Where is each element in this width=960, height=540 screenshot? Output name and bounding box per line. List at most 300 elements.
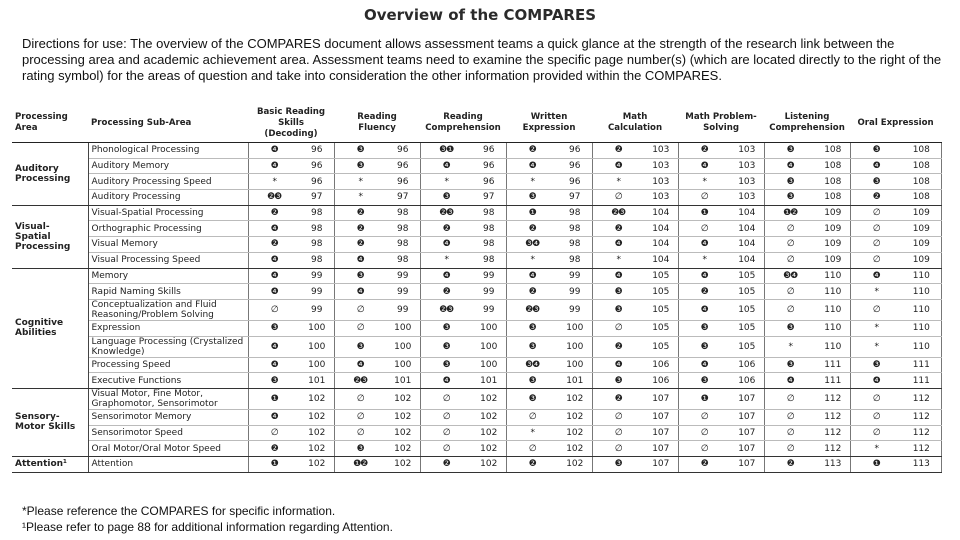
rating-symbol: ∅	[334, 320, 386, 336]
page-number: 105	[644, 336, 678, 357]
page-number: 98	[300, 221, 334, 237]
table-row	[12, 252, 941, 268]
rating-symbol: *	[506, 425, 558, 441]
page-number: 110	[902, 268, 941, 284]
page-number: 111	[816, 357, 850, 373]
rating-symbol: ❹	[764, 158, 816, 174]
page-number: 100	[386, 357, 420, 373]
page-number: 100	[472, 336, 506, 357]
subarea-label: Visual Processing Speed	[88, 252, 248, 268]
rating-symbol: ❷	[506, 284, 558, 300]
rating-symbol: ❹	[678, 237, 730, 253]
page-number: 102	[472, 425, 506, 441]
page-number: 98	[472, 252, 506, 268]
rating-symbol: ❸	[764, 143, 816, 159]
rating-symbol: ❹	[678, 299, 730, 320]
rating-symbol: *	[506, 252, 558, 268]
subarea-label: Attention	[88, 457, 248, 473]
rating-symbol: ∅	[764, 284, 816, 300]
page-number: 96	[300, 174, 334, 190]
page-number: 107	[644, 409, 678, 425]
subarea-label: Memory	[88, 268, 248, 284]
rating-symbol: ❷	[506, 221, 558, 237]
rating-symbol: ∅	[592, 409, 644, 425]
rating-symbol: ∅	[678, 409, 730, 425]
page-number: 103	[730, 190, 764, 206]
page-number: 101	[386, 373, 420, 389]
page-number: 104	[730, 205, 764, 221]
rating-symbol: ❶	[850, 457, 902, 473]
header-oral-expression: Oral Expression	[850, 104, 941, 143]
rating-symbol: ❸	[248, 373, 300, 389]
footnote-2: ¹Please refer to page 88 for additional information regarding Attention.	[22, 520, 393, 534]
subarea-label: Processing Speed	[88, 357, 248, 373]
rating-symbol: *	[850, 441, 902, 457]
page-number: 104	[730, 252, 764, 268]
page-number: 102	[386, 409, 420, 425]
rating-symbol: ∅	[592, 441, 644, 457]
rating-symbol: ❹	[506, 268, 558, 284]
page-number: 106	[730, 357, 764, 373]
rating-symbol: ❷❸	[248, 190, 300, 206]
rating-symbol: *	[334, 190, 386, 206]
page-number: 104	[730, 221, 764, 237]
rating-symbol: ❹	[334, 357, 386, 373]
subarea-label: Oral Motor/Oral Motor Speed	[88, 441, 248, 457]
page-number: 102	[300, 457, 334, 473]
page-number: 100	[558, 336, 592, 357]
header-listening-comprehension: Listening Comprehension	[764, 104, 850, 143]
page-number: 105	[730, 320, 764, 336]
rating-symbol: ❸	[334, 268, 386, 284]
rating-symbol: ❹	[420, 237, 472, 253]
rating-symbol: ❸	[334, 143, 386, 159]
rating-symbol: ∅	[678, 425, 730, 441]
subarea-label: Expression	[88, 320, 248, 336]
rating-symbol: ❸	[764, 357, 816, 373]
rating-symbol: ❶	[678, 388, 730, 409]
table-row	[12, 221, 941, 237]
rating-symbol: ∅	[248, 425, 300, 441]
rating-symbol: ∅	[506, 409, 558, 425]
page-number: 103	[644, 190, 678, 206]
rating-symbol: ❹	[850, 158, 902, 174]
page-number: 103	[730, 174, 764, 190]
rating-symbol: ❸	[592, 299, 644, 320]
rating-symbol: ❷	[334, 205, 386, 221]
header-reading-comprehension: Reading Comprehension	[420, 104, 506, 143]
table-row	[12, 441, 941, 457]
rating-symbol: ∅	[764, 252, 816, 268]
page-number: 99	[386, 284, 420, 300]
rating-symbol: ❸	[506, 190, 558, 206]
page-number: 102	[300, 425, 334, 441]
rating-symbol: ∅	[764, 409, 816, 425]
page-number: 100	[472, 320, 506, 336]
table-row	[12, 425, 941, 441]
processing-area-label: Sensory-Motor Skills	[12, 388, 88, 456]
rating-symbol: ❸❹	[506, 357, 558, 373]
rating-symbol: ❸	[506, 388, 558, 409]
rating-symbol: ❷	[678, 284, 730, 300]
page-number: 110	[816, 284, 850, 300]
rating-symbol: ❶	[678, 205, 730, 221]
subarea-label: Auditory Processing Speed	[88, 174, 248, 190]
rating-symbol: ❷	[248, 441, 300, 457]
rating-symbol: ❹	[678, 158, 730, 174]
rating-symbol: *	[592, 252, 644, 268]
rating-symbol: ❷	[506, 143, 558, 159]
rating-symbol: ∅	[850, 237, 902, 253]
page-number: 96	[472, 143, 506, 159]
page-number: 110	[816, 299, 850, 320]
subarea-label: Visual Memory	[88, 237, 248, 253]
page-number: 98	[386, 252, 420, 268]
subarea-label: Conceptualization and Fluid Reasoning/Problem Solving	[88, 299, 248, 320]
page-number: 99	[386, 268, 420, 284]
page-number: 108	[816, 190, 850, 206]
page-number: 105	[644, 284, 678, 300]
rating-symbol: ∅	[592, 425, 644, 441]
subarea-label: Phonological Processing	[88, 143, 248, 159]
page-number: 112	[816, 441, 850, 457]
rating-symbol: ❷	[420, 221, 472, 237]
page-number: 99	[472, 284, 506, 300]
processing-area-label: Visual-Spatial Processing	[12, 205, 88, 268]
rating-symbol: ❷	[506, 457, 558, 473]
page-number: 110	[816, 268, 850, 284]
page-number: 107	[730, 425, 764, 441]
rating-symbol: ❹	[850, 268, 902, 284]
rating-symbol: ❷	[420, 284, 472, 300]
rating-symbol: ❹	[248, 221, 300, 237]
page-number: 101	[472, 373, 506, 389]
rating-symbol: ❷	[592, 336, 644, 357]
subarea-label: Auditory Memory	[88, 158, 248, 174]
rating-symbol: ❹	[678, 357, 730, 373]
page-number: 100	[386, 320, 420, 336]
rating-symbol: ∅	[850, 252, 902, 268]
header-reading-fluency: Reading Fluency	[334, 104, 420, 143]
rating-symbol: ❸	[850, 143, 902, 159]
rating-symbol: ∅	[334, 409, 386, 425]
page-number: 99	[300, 268, 334, 284]
page-number: 98	[300, 252, 334, 268]
rating-symbol: ❸	[334, 336, 386, 357]
subarea-label: Visual Motor, Fine Motor, Graphomotor, Sensorimotor	[88, 388, 248, 409]
table-row	[12, 299, 941, 320]
subarea-label: Sensorimotor Memory	[88, 409, 248, 425]
page-number: 100	[386, 336, 420, 357]
page-number: 98	[300, 205, 334, 221]
rating-symbol: ❸	[678, 373, 730, 389]
page-number: 100	[558, 357, 592, 373]
rating-symbol: ❷	[678, 143, 730, 159]
rating-symbol: ❸	[420, 357, 472, 373]
rating-symbol: *	[420, 252, 472, 268]
rating-symbol: ❹	[420, 373, 472, 389]
rating-symbol: ❷	[334, 221, 386, 237]
rating-symbol: ∅	[678, 221, 730, 237]
page-number: 103	[644, 174, 678, 190]
rating-symbol: ❸	[764, 174, 816, 190]
rating-symbol: ∅	[764, 425, 816, 441]
compares-overview-table	[12, 104, 942, 473]
rating-symbol: ❸	[850, 357, 902, 373]
table-row	[12, 409, 941, 425]
rating-symbol: ❸❹	[506, 237, 558, 253]
page-number: 100	[300, 336, 334, 357]
page-title: Overview of the COMPARES	[363, 6, 597, 24]
page-number: 100	[300, 320, 334, 336]
rating-symbol: ❸	[592, 373, 644, 389]
rating-symbol: ❸	[334, 441, 386, 457]
table-row	[12, 457, 941, 473]
page-number: 99	[472, 299, 506, 320]
rating-symbol: ∅	[420, 425, 472, 441]
page-number: 103	[730, 158, 764, 174]
rating-symbol: ❹	[764, 373, 816, 389]
page-number: 113	[902, 457, 941, 473]
table-row	[12, 237, 941, 253]
page-number: 102	[386, 441, 420, 457]
page-number: 98	[300, 237, 334, 253]
page-number: 110	[902, 284, 941, 300]
directions-text: Directions for use: The overview of the COMPARES document allows assessment teams a quick glance at the strength of the research link between the processing area and academic achievement area. Assessment teams need to examine the specific page number(s) (which are located directly to the right of the rating symbol) for the areas of question and take into consideration the other information provided within the COMPARES.	[22, 36, 942, 83]
rating-symbol: ❹	[334, 284, 386, 300]
rating-symbol: ❸	[850, 174, 902, 190]
page-number: 105	[644, 268, 678, 284]
rating-symbol: ∅	[850, 205, 902, 221]
page-number: 100	[558, 320, 592, 336]
page-number: 99	[472, 268, 506, 284]
rating-symbol: *	[850, 336, 902, 357]
page-number: 96	[558, 143, 592, 159]
page-number: 96	[386, 143, 420, 159]
rating-symbol: ❹	[248, 268, 300, 284]
page-number: 105	[644, 320, 678, 336]
rating-symbol: ∅	[248, 299, 300, 320]
rating-symbol: ❸	[506, 336, 558, 357]
page-number: 99	[386, 299, 420, 320]
table-body	[12, 143, 941, 473]
rating-symbol: ❸	[420, 190, 472, 206]
page-number: 109	[902, 252, 941, 268]
table-row	[12, 143, 941, 159]
page-number: 105	[644, 299, 678, 320]
header-row	[12, 104, 941, 143]
page-number: 111	[902, 373, 941, 389]
page-number: 99	[558, 284, 592, 300]
page-number: 100	[472, 357, 506, 373]
rating-symbol: ∅	[764, 237, 816, 253]
page-number: 108	[902, 190, 941, 206]
rating-symbol: ❸	[506, 320, 558, 336]
table-row	[12, 158, 941, 174]
rating-symbol: ❹	[678, 268, 730, 284]
page-number: 108	[816, 174, 850, 190]
page-number: 105	[730, 284, 764, 300]
table-row	[12, 284, 941, 300]
page-number: 97	[300, 190, 334, 206]
rating-symbol: ∅	[420, 441, 472, 457]
page-number: 98	[558, 237, 592, 253]
page-number: 99	[300, 299, 334, 320]
rating-symbol: ∅	[850, 299, 902, 320]
rating-symbol: ❹	[248, 143, 300, 159]
page-number: 106	[730, 373, 764, 389]
page-number: 103	[644, 158, 678, 174]
rating-symbol: *	[764, 336, 816, 357]
rating-symbol: ∅	[334, 388, 386, 409]
rating-symbol: ❹	[420, 158, 472, 174]
rating-symbol: ∅	[420, 388, 472, 409]
page-number: 97	[472, 190, 506, 206]
subarea-label: Visual-Spatial Processing	[88, 205, 248, 221]
processing-area-label: Auditory Processing	[12, 143, 88, 206]
rating-symbol: ❷❸	[420, 205, 472, 221]
table-row	[12, 320, 941, 336]
page-number: 104	[644, 205, 678, 221]
rating-symbol: ∅	[592, 190, 644, 206]
page-number: 98	[386, 237, 420, 253]
page-number: 98	[472, 205, 506, 221]
page-number: 102	[472, 441, 506, 457]
page-number: 109	[902, 221, 941, 237]
page-number: 110	[902, 320, 941, 336]
page-number: 108	[902, 158, 941, 174]
rating-symbol: ∅	[334, 299, 386, 320]
rating-symbol: ❷	[248, 205, 300, 221]
header-processing-subarea: Processing Sub-Area	[88, 104, 248, 143]
rating-symbol: ❹	[592, 357, 644, 373]
rating-symbol: ❸	[592, 284, 644, 300]
page-number: 98	[558, 205, 592, 221]
subarea-label: Sensorimotor Speed	[88, 425, 248, 441]
page-number: 102	[386, 425, 420, 441]
subarea-label: Rapid Naming Skills	[88, 284, 248, 300]
page-number: 112	[902, 441, 941, 457]
subarea-label: Auditory Processing	[88, 190, 248, 206]
page-number: 103	[644, 143, 678, 159]
rating-symbol: ❹	[592, 158, 644, 174]
rating-symbol: ❷❸	[592, 205, 644, 221]
page-number: 104	[730, 237, 764, 253]
page-number: 98	[386, 205, 420, 221]
page-number: 102	[300, 409, 334, 425]
page-number: 102	[472, 388, 506, 409]
rating-symbol: ❹	[248, 409, 300, 425]
table-row	[12, 190, 941, 206]
rating-symbol: ❸	[678, 320, 730, 336]
page-number: 112	[902, 388, 941, 409]
table-row	[12, 336, 941, 357]
page-number: 107	[644, 441, 678, 457]
page-number: 102	[558, 388, 592, 409]
rating-symbol: ❹	[248, 252, 300, 268]
table-row	[12, 388, 941, 409]
page-number: 99	[300, 284, 334, 300]
header-math-problem-solving: Math Problem-Solving	[678, 104, 764, 143]
rating-symbol: ❷❸	[420, 299, 472, 320]
page-number: 102	[386, 457, 420, 473]
page-number: 105	[730, 268, 764, 284]
processing-area-label: Cognitive Abilities	[12, 268, 88, 388]
page-number: 96	[386, 174, 420, 190]
page-number: 108	[816, 143, 850, 159]
page-number: 111	[902, 357, 941, 373]
page-number: 96	[472, 174, 506, 190]
page-number: 109	[902, 205, 941, 221]
page-number: 98	[558, 221, 592, 237]
page-number: 101	[300, 373, 334, 389]
page-number: 110	[816, 320, 850, 336]
rating-symbol: ❸	[592, 457, 644, 473]
table-row	[12, 205, 941, 221]
page-number: 102	[386, 388, 420, 409]
page-number: 112	[816, 388, 850, 409]
rating-symbol: ❹	[506, 158, 558, 174]
page-number: 102	[558, 425, 592, 441]
page-number: 109	[816, 237, 850, 253]
page-number: 106	[644, 373, 678, 389]
page-number: 99	[558, 299, 592, 320]
rating-symbol: ∅	[850, 221, 902, 237]
table-row	[12, 357, 941, 373]
rating-symbol: *	[334, 174, 386, 190]
page-number: 96	[300, 143, 334, 159]
page-number: 104	[644, 252, 678, 268]
subarea-label: Executive Functions	[88, 373, 248, 389]
page-number: 98	[472, 237, 506, 253]
rating-symbol: ∅	[850, 425, 902, 441]
page-number: 110	[902, 336, 941, 357]
rating-symbol: ❸	[764, 190, 816, 206]
rating-symbol: ❸❹	[764, 268, 816, 284]
rating-symbol: ❹	[248, 284, 300, 300]
header-written-expression: Written Expression	[506, 104, 592, 143]
page-number: 113	[816, 457, 850, 473]
rating-symbol: ❸	[420, 336, 472, 357]
page-number: 96	[558, 158, 592, 174]
page-number: 107	[730, 409, 764, 425]
page-number: 110	[816, 336, 850, 357]
rating-symbol: *	[506, 174, 558, 190]
rating-symbol: ∅	[764, 299, 816, 320]
rating-symbol: ❹	[420, 268, 472, 284]
page-number: 111	[816, 373, 850, 389]
rating-symbol: ❹	[850, 373, 902, 389]
page-number: 104	[644, 237, 678, 253]
rating-symbol: ∅	[420, 409, 472, 425]
page-number: 112	[902, 409, 941, 425]
footnote-1: *Please reference the COMPARES for specific information.	[22, 504, 336, 518]
rating-symbol: ❹	[592, 237, 644, 253]
rating-symbol: ∅	[678, 441, 730, 457]
rating-symbol: ∅	[592, 320, 644, 336]
page-number: 106	[644, 357, 678, 373]
page-number: 107	[730, 388, 764, 409]
rating-symbol: ❸❶	[420, 143, 472, 159]
page-number: 96	[558, 174, 592, 190]
page-number: 107	[730, 441, 764, 457]
header-processing-area: Processing Area	[12, 104, 88, 143]
page-number: 96	[386, 158, 420, 174]
table-row	[12, 174, 941, 190]
rating-symbol: ❷	[334, 237, 386, 253]
page-number: 108	[902, 174, 941, 190]
page-number: 107	[644, 425, 678, 441]
